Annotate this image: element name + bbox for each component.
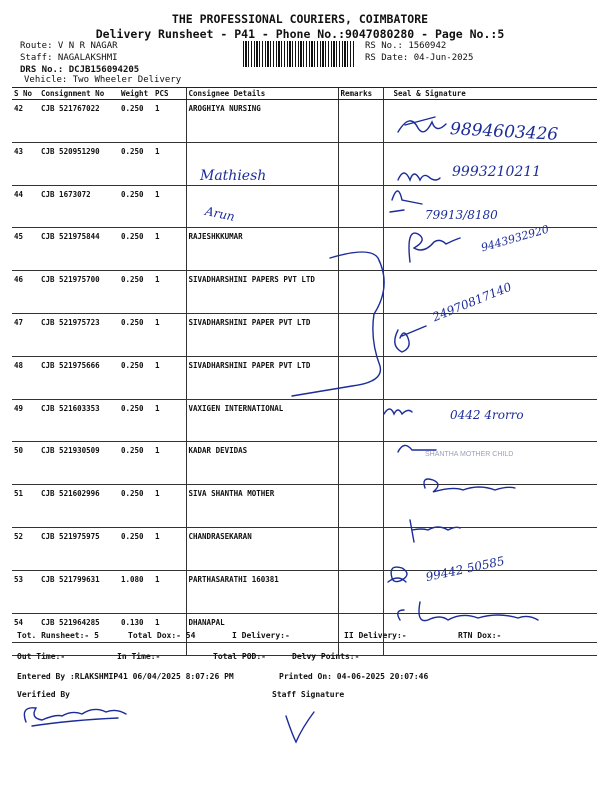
i-delivery: I Delivery:- [232, 631, 290, 640]
cell-pcs: 1 [153, 570, 186, 613]
col-signature: Seal & Signature [383, 88, 597, 100]
cell-consignee: SIVADHARSHINI PAPERS PVT LTD [186, 271, 338, 314]
col-sno: S No [12, 88, 39, 100]
handwritten-phone: 24970817140 [430, 279, 514, 325]
cell-sno: 47 [12, 313, 39, 356]
cell-sno: 46 [12, 271, 39, 314]
cell-pcs: 1 [153, 100, 186, 143]
cell-remarks [338, 485, 383, 528]
staff-label: Staff: NAGALAKSHMI [20, 53, 118, 63]
staff-signature-label: Staff Signature [272, 690, 345, 699]
barcode [243, 41, 355, 67]
cell-consignee: CHANDRASEKARAN [186, 527, 338, 570]
ii-delivery: II Delivery:- [344, 631, 407, 640]
table-row [12, 570, 597, 613]
cell-consignment: CJB 521975700 [39, 271, 119, 314]
cell-remarks [338, 142, 383, 185]
table-row [12, 485, 597, 528]
cell-sno: 50 [12, 442, 39, 485]
cell-signature [383, 442, 597, 485]
total-pod: Total POD:- [213, 652, 266, 661]
handwritten-name: Arun [203, 204, 236, 224]
cell-consignee: SIVA SHANTHA MOTHER [186, 485, 338, 528]
cell-weight: 1.080 [119, 570, 153, 613]
table-row [12, 613, 597, 656]
cell-consignment: CJB 521975975 [39, 527, 119, 570]
cell-remarks [338, 185, 383, 228]
table-row [12, 313, 597, 356]
handwritten-name: Mathiesh [200, 168, 267, 184]
cell-consignment: CJB 521602996 [39, 485, 119, 528]
cell-weight: 0.250 [119, 100, 153, 143]
cell-pcs: 1 [153, 442, 186, 485]
cell-pcs: 1 [153, 271, 186, 314]
cell-remarks [338, 527, 383, 570]
cell-consignee: SIVADHARSHINI PAPER PVT LTD [186, 356, 338, 399]
cell-pcs: 1 [153, 228, 186, 271]
cell-weight: 0.130 [119, 613, 153, 656]
cell-sno: 45 [12, 228, 39, 271]
cell-pcs: 1 [153, 142, 186, 185]
cell-remarks [338, 313, 383, 356]
cell-sno: 53 [12, 570, 39, 613]
cell-sno: 48 [12, 356, 39, 399]
cell-pcs: 1 [153, 185, 186, 228]
col-consignee: Consignee Details [186, 88, 338, 100]
cell-consignment: CJB 521930509 [39, 442, 119, 485]
cell-consignment: CJB 521767022 [39, 100, 119, 143]
cell-sno: 51 [12, 485, 39, 528]
cell-sno: 49 [12, 399, 39, 442]
cell-consignee: PARTHASARATHI 160381 [186, 570, 338, 613]
cell-sno: 54 [12, 613, 39, 656]
handwritten-phone: 99442 50585 [424, 553, 506, 585]
cell-consignee: AROGHIYA NURSING [186, 100, 338, 143]
handwritten-phone: 79913/8180 [425, 208, 498, 222]
cell-remarks [338, 271, 383, 314]
table-header-row [12, 88, 597, 100]
handwritten-phone: 0442 4rorro [450, 408, 524, 422]
delvy-points: Delvy Points:- [292, 652, 360, 661]
handwritten-phone: 9993210211 [452, 164, 542, 180]
staff-signature [286, 712, 314, 742]
cell-consignee: SIVADHARSHINI PAPER PVT LTD [186, 313, 338, 356]
col-consignment: Consignment No [39, 88, 119, 100]
cell-weight: 0.250 [119, 271, 153, 314]
col-weight: Weight [119, 88, 153, 100]
cell-remarks [338, 356, 383, 399]
cell-remarks [338, 100, 383, 143]
cell-consignee: KADAR DEVIDAS [186, 442, 338, 485]
entered-by: Entered By :RLAKSHMIP41 06/04/2025 8:07:26 PM [17, 672, 234, 681]
rtn-dox: RTN Dox:- [458, 631, 502, 640]
rs-number: RS No.: 1560942 [365, 41, 447, 51]
cell-pcs: 1 [153, 356, 186, 399]
cell-weight: 0.250 [119, 485, 153, 528]
cell-consignee: DHANAPAL [186, 613, 338, 656]
cell-weight: 0.250 [119, 356, 153, 399]
tot-runsheet: Tot. Runsheet:- 5 [17, 631, 99, 640]
cell-consignment: CJB 1673072 [39, 185, 119, 228]
cell-pcs: 1 [153, 313, 186, 356]
cell-sno: 43 [12, 142, 39, 185]
stamp-text: SHANTHA MOTHER CHILD [425, 451, 514, 458]
cell-remarks [338, 228, 383, 271]
vehicle-label: Vehicle: Two Wheeler Delivery [24, 75, 182, 85]
col-pcs: PCS [153, 88, 186, 100]
cell-consignment: CJB 521964285 [39, 613, 119, 656]
cell-consignment: CJB 521975844 [39, 228, 119, 271]
table-row [12, 185, 597, 228]
cell-sno: 42 [12, 100, 39, 143]
cell-weight: 0.250 [119, 228, 153, 271]
cell-weight: 0.250 [119, 142, 153, 185]
cell-sno: 52 [12, 527, 39, 570]
cell-remarks [338, 570, 383, 613]
table-row [12, 356, 597, 399]
cell-consignment: CJB 521799631 [39, 570, 119, 613]
rs-date: RS Date: 04-Jun-2025 [365, 53, 474, 63]
cell-weight: 0.250 [119, 185, 153, 228]
cell-weight: 0.250 [119, 313, 153, 356]
cell-consignment: CJB 521975666 [39, 356, 119, 399]
handwritten-phone: 9894603426 [449, 119, 559, 145]
cell-signature [383, 313, 597, 356]
cell-pcs: 1 [153, 527, 186, 570]
cell-sno: 44 [12, 185, 39, 228]
cell-weight: 0.250 [119, 442, 153, 485]
cell-pcs: 1 [153, 613, 186, 656]
cell-consignment: CJB 521975723 [39, 313, 119, 356]
table-row [12, 527, 597, 570]
drs-number: DRS No.: DCJB156094205 [20, 65, 140, 75]
cell-pcs: 1 [153, 485, 186, 528]
in-time: In Time:- [117, 652, 161, 661]
cell-signature [383, 570, 597, 613]
cell-remarks [338, 399, 383, 442]
cell-pcs: 1 [153, 399, 186, 442]
footer-divider [12, 642, 597, 643]
col-remarks: Remarks [338, 88, 383, 100]
company-title: THE PROFESSIONAL COURIERS, COIMBATORE [171, 12, 429, 26]
cell-consignee: RAJESHKKUMAR [186, 228, 338, 271]
verified-by: Verified By [17, 690, 70, 699]
cell-signature [383, 485, 597, 528]
out-time: Out Time:- [17, 652, 66, 661]
runsheet-subtitle: Delivery Runsheet - P41 - Phone No.:9047080280 - Page No.:5 [95, 27, 505, 41]
cell-weight: 0.250 [119, 399, 153, 442]
verified-signature [24, 708, 126, 726]
route-label: Route: V N R NAGAR [20, 41, 118, 51]
cell-weight: 0.250 [119, 527, 153, 570]
cell-consignee: VAXIGEN INTERNATIONAL [186, 399, 338, 442]
handwritten-phone: 9443932920 [479, 222, 551, 255]
cell-consignment: CJB 520951290 [39, 142, 119, 185]
printed-on: Printed On: 04-06-2025 20:07:46 [279, 672, 429, 681]
total-dox: Total Dox:- 54 [128, 631, 196, 640]
cell-signature [383, 356, 597, 399]
cell-consignment: CJB 521603353 [39, 399, 119, 442]
cell-remarks [338, 442, 383, 485]
table-row [12, 442, 597, 485]
